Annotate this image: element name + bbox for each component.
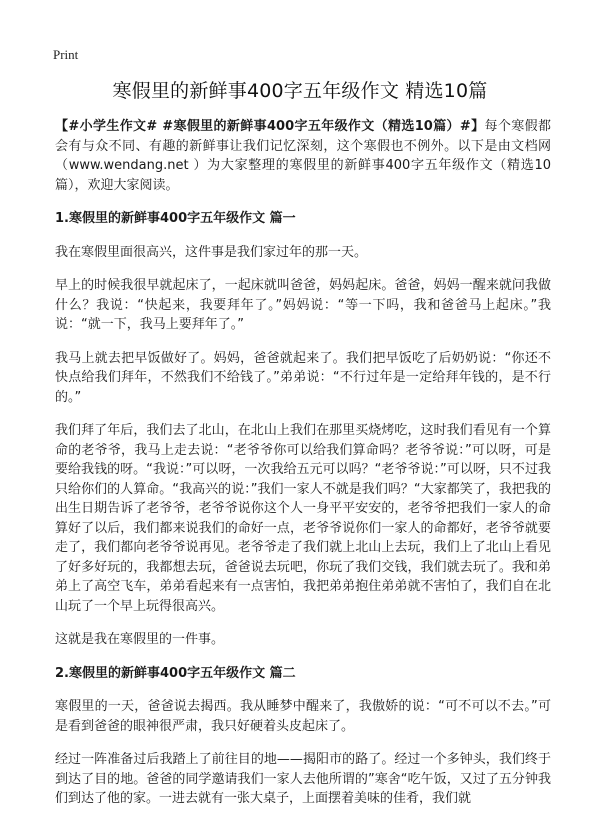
paragraph: 这就是我在寒假里的一件事。 [55,632,225,647]
paragraph: 寒假里的一天，爸爸说去揭西。我从睡梦中醒来了，我傲娇的说：“可不可以不去。”可是看到爸爸的眼神很严肃，我只好硬着头皮起床了。 [55,699,551,734]
section-heading: 2.寒假里的新鲜事400字五年级作文 篇二 [55,665,296,681]
intro-paragraph [55,117,551,195]
paragraph: 我们拜了年后，我们去了北山，在北山上我们在那里买烧烤吃，这时我们看见有一个算命的老爷爷，我马上走去说：“老爷爷你可以给我们算命吗？老爷爷说：”可以呀，可是要给我钱的呀。“我说：”可以呀，一次我给五元可以吗？“老爷爷说：”可以呀，只不过我只给你们的人算命。“我高兴的说：”我们一家人不就是我们吗？“大家都笑了，我把我的出生日期告诉了老爷爷，老爷爷说你这个人一身平平安安的，老爷爷把我们一家人的命算好了以后，我们都来说我们的命好一点，老爷爷说你们一家人的命都好，老爷爷就要走了，我们都向老爷爷说再见。老爷爷走了我们就上北山上去玩，我们上了北山上看见了好多好玩的，我都想去玩，爸爸说去玩吧，你玩了我们交钱，我们就去玩了。我和弟弟上了高空飞车，弟弟看起来有一点害怕，我把弟弟抱住弟弟就不害怕了，我们自在北山玩了一个早上玩得很高兴。 [55,423,551,614]
paragraph: 我在寒假里面很高兴，这件事是我们家过年的那一天。 [55,244,368,260]
section-heading: 1.寒假里的新鲜事400字五年级作文 篇一 [55,211,296,226]
print-link[interactable]: Print [53,47,79,62]
paragraph: 我马上就去把早饭做好了。妈妈，爸爸就起来了。我们把早饭吃了后奶奶说：“你还不快点给我们拜年，不然我们不给钱了。”弟弟说：“不行过年是一定给拜年钱的，是不行的。” [55,350,551,405]
article-body [55,117,551,823]
intro-tagline: 【#小学生作文# #寒假里的新鲜事400字五年级作文（精选10篇）#】 [55,119,485,134]
paragraph: 经过一阵准备过后我踏上了前往目的地——揭阳市的路了。经过一个多钟头，我们终于到达了目的地。爸爸的同学邀请我们一家人去他所谓的”寒舍“吃午饭，又过了五分钟我们到达了他的家。一进去就有一张大桌子，上面摆着美味的佳肴，我们就 [55,752,551,806]
paragraph: 早上的时候我很早就起床了，一起床就叫爸爸，妈妈起床。爸爸，妈妈一醒来就问我做什么？我说：“快起来，我要拜年了。”妈妈说：“等一下吗，我和爸爸马上起床。”我说：“就一下，我马上要拜年了。” [55,278,551,332]
page-title: 寒假里的新鲜事400字五年级作文 精选10篇 [112,80,488,102]
intro-text: 每个寒假都会有与众不同、有趣的新鲜事让我们记忆深刻，这个寒假也不例外。以下是由文档网（www.wendang.net ）为大家整理的寒假里的新鲜事400字五年级作文（精选10篇），欢迎大家阅读。 [55,119,551,193]
